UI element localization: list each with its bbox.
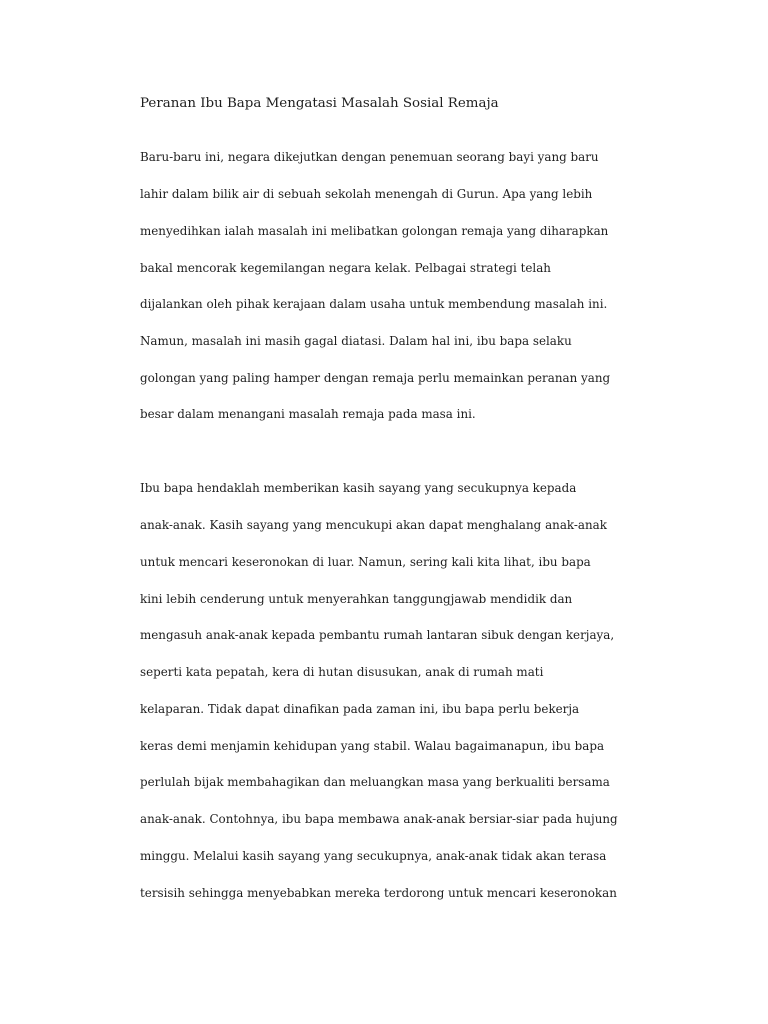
text-line: kelaparan. Tidak dapat dinafikan pada zaman ini, ibu bapa perlu bekerja xyxy=(140,702,580,716)
text-line: Ibu bapa hendaklah memberikan kasih sayang yang secukupnya kepada xyxy=(140,481,577,495)
text-line: Baru-baru ini, negara dikejutkan dengan penemuan seorang bayi yang baru xyxy=(140,150,599,164)
text-line: keras demi menjamin kehidupan yang stabil. Walau bagaimanapun, ibu bapa xyxy=(140,739,605,753)
text-line: anak-anak. Kasih sayang yang mencukupi akan dapat menghalang anak-anak xyxy=(140,518,607,532)
text-line: golongan yang paling hamper dengan remaja perlu memainkan peranan yang xyxy=(140,371,611,385)
text-line: kini lebih cenderung untuk menyerahkan tanggungjawab mendidik dan xyxy=(140,592,573,606)
text-line: anak-anak. Contohnya, ibu bapa membawa anak-anak bersiar-siar pada hujung xyxy=(140,812,618,826)
text-line: tersisih sehingga menyebabkan mereka terdorong untuk mencari keseronokan xyxy=(140,886,617,900)
document-title: Peranan Ibu Bapa Mengatasi Masalah Sosial Remaja xyxy=(140,96,499,111)
text-line: mengasuh anak-anak kepada pembantu rumah lantaran sibuk dengan kerjaya, xyxy=(140,628,615,642)
text-line: untuk mencari keseronokan di luar. Namun, sering kali kita lihat, ibu bapa xyxy=(140,555,591,569)
text-line: minggu. Melalui kasih sayang yang secukupnya, anak-anak tidak akan terasa xyxy=(140,849,607,863)
text-line: bakal mencorak kegemilangan negara kelak. Pelbagai strategi telah xyxy=(140,261,551,275)
text-line: perlulah bijak membahagikan dan meluangkan masa yang berkualiti bersama xyxy=(140,775,610,789)
text-line: menyedihkan ialah masalah ini melibatkan golongan remaja yang diharapkan xyxy=(140,224,609,238)
text-line: seperti kata pepatah, kera di hutan disusukan, anak di rumah mati xyxy=(140,665,544,679)
text-line: dijalankan oleh pihak kerajaan dalam usaha untuk membendung masalah ini. xyxy=(140,297,608,311)
text-line: besar dalam menangani masalah remaja pada masa ini. xyxy=(140,407,476,421)
text-line: lahir dalam bilik air di sebuah sekolah menengah di Gurun. Apa yang lebih xyxy=(140,187,593,201)
text-line: Namun, masalah ini masih gagal diatasi. Dalam hal ini, ibu bapa selaku xyxy=(140,334,572,348)
